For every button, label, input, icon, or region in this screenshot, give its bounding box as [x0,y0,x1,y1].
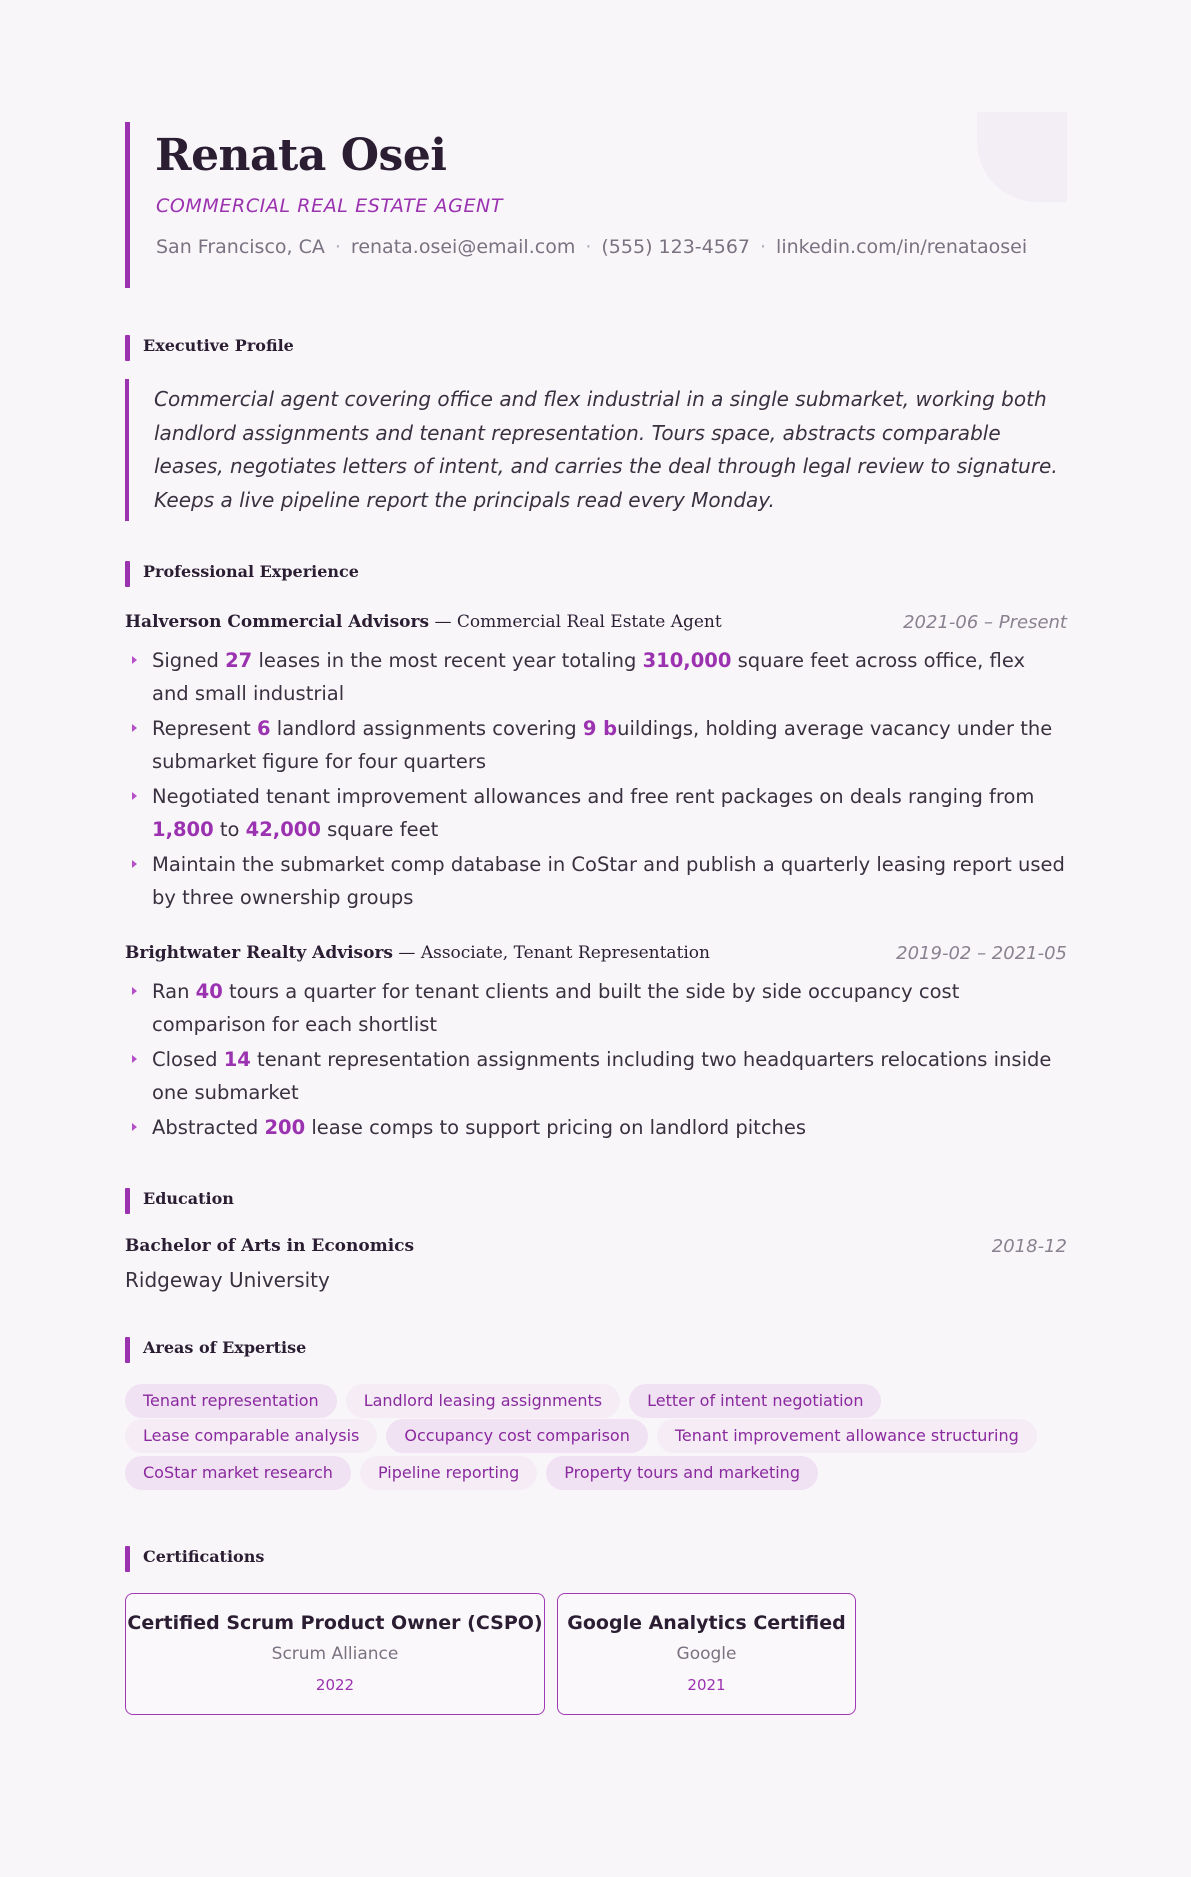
separator-dot: · [760,236,767,258]
bullet-arrow-icon [132,792,137,800]
section-accent-bar [125,1188,130,1214]
skill-chip-row [125,1384,890,1418]
section-accent-bar [125,1337,130,1363]
bullet-arrow-icon [132,860,137,868]
section-accent-bar [125,561,130,587]
bullet-text: Maintain the submarket comp database in CoStar and publish a quarterly leasing report used by three ownership groups [152,853,1065,909]
job-bullet [125,645,1067,710]
metric-number: 200 [264,1116,306,1139]
skill-chip: Letter of intent negotiation [629,1384,881,1418]
job-role: Commercial Real Estate Agent [456,612,722,632]
section-title: Areas of Expertise [143,1338,307,1357]
job-bullet [125,713,1067,778]
bullet-text: square feet across office, flex and small industrial [152,649,1026,705]
skill-chip-row [125,1456,827,1490]
metric-number: 1,800 [152,817,214,841]
bullet-text: uildings, holding average vacancy under the submarket figure for four quarters [152,717,1053,773]
metric-number: 9 b [582,717,618,740]
bullet-text: Ran [152,980,196,1003]
resume-header [125,122,1067,288]
skill-chip: Lease comparable analysis [125,1419,377,1453]
job-role-separator: — [393,943,421,963]
contact-email[interactable]: renata.osei@email.com [350,236,576,258]
section-accent-bar [125,1546,130,1572]
bullet-arrow-icon [132,1055,137,1063]
education-school: Ridgeway University [125,1268,330,1292]
bullet-text: Closed [152,1048,224,1071]
candidate-title: COMMERCIAL REAL ESTATE AGENT [156,195,504,217]
job-bullet [125,781,1067,846]
header-accent-bar [125,122,130,288]
bullet-arrow-icon [132,656,137,664]
education-date: 2018-12 [991,1236,1067,1257]
separator-dot: · [334,236,341,258]
bullet-text: leases in the most recent year totaling [252,649,643,672]
bullet-text: tours a quarter for tenant clients and built the side by side occupancy cost comparison for each shortlist [152,980,960,1036]
job-company: Brightwater Realty Advisors [125,943,393,963]
profile-text: Commercial agent covering office and flex industrial in a single submarket, working both landlord assignments and tenant representation. Tours space, abstracts comparable leases, negotiates letters of intent, and carries the deal through legal review to signature. Keeps a live pipeline report the principals read every Monday. [154,387,1058,512]
bullet-text: tenant representation assignments including two headquarters relocations inside one submarket [152,1048,1052,1104]
contact-linkedin[interactable]: linkedin.com/in/renataosei [776,236,1028,258]
certification-card [125,1593,545,1715]
metric-number: 42,000 [245,817,321,841]
bullet-text: lease comps to support pricing on landlord pitches [305,1116,807,1139]
job-dates: 2021-06 – Present [903,612,1067,633]
skill-chip: Landlord leasing assignments [346,1384,620,1418]
skill-chip: Tenant improvement allowance structuring [657,1419,1037,1453]
skill-chip: Property tours and marketing [546,1456,818,1490]
certification-year: 2022 [315,1676,355,1694]
job-bullets [125,645,1067,917]
certification-name: Certified Scrum Product Owner (CSPO) [127,1612,543,1634]
job-dates: 2019-02 – 2021-05 [896,943,1067,964]
job-bullets [125,976,1067,1148]
bullet-text: Negotiated tenant improvement allowances and free rent packages on deals ranging from [152,785,1035,808]
section-accent-bar [125,335,130,361]
contact-phone[interactable]: (555) 123-4567 [601,236,750,258]
section-title: Executive Profile [143,336,294,355]
metric-number: 6 [257,717,271,740]
skill-chip: Tenant representation [125,1384,337,1418]
skill-chip-row [125,1419,1046,1453]
bullet-arrow-icon [132,987,137,995]
separator-dot: · [585,236,592,258]
section-title: Certifications [143,1547,265,1566]
job-company: Halverson Commercial Advisors [125,612,430,632]
quote-accent-bar [125,379,129,521]
bullet-text: Abstracted [152,1116,265,1139]
job-bullet [125,849,1067,914]
job-role-separator: — [429,612,457,632]
job-role: Associate, Tenant Representation [420,943,710,963]
certification-year: 2021 [687,1676,726,1694]
bullet-text: Signed [152,649,226,672]
metric-number: 40 [195,980,223,1003]
section-title: Professional Experience [143,562,359,581]
job-bullet [125,1112,1067,1145]
certification-name: Google Analytics Certified [567,1612,846,1634]
education-degree: Bachelor of Arts in Economics [125,1236,415,1256]
bullet-arrow-icon [132,724,137,732]
bullet-text: to [213,817,246,841]
job-bullet [125,1044,1067,1109]
job-bullet [125,976,1067,1041]
contact-location: San Francisco, CA [156,236,325,258]
contact-line [156,236,1027,258]
metric-number: 310,000 [642,649,732,672]
decorative-corner-shape [977,112,1067,202]
skill-chip: Pipeline reporting [360,1456,537,1490]
bullet-text: square feet [320,817,439,841]
bullet-arrow-icon [132,1123,137,1131]
bullet-text: Represent [152,717,257,740]
metric-number: 27 [225,649,253,672]
metric-number: 14 [223,1048,251,1071]
bullet-text: landlord assignments covering [270,717,583,740]
candidate-name: Renata Osei [155,130,447,181]
skill-chip: CoStar market research [125,1456,351,1490]
skill-chip: Occupancy cost comparison [386,1419,647,1453]
certification-issuer: Scrum Alliance [271,1644,399,1664]
section-title: Education [143,1189,234,1208]
certification-card [557,1593,856,1715]
job-header [125,943,1067,971]
certification-issuer: Google [676,1644,737,1664]
job-header [125,612,1067,640]
